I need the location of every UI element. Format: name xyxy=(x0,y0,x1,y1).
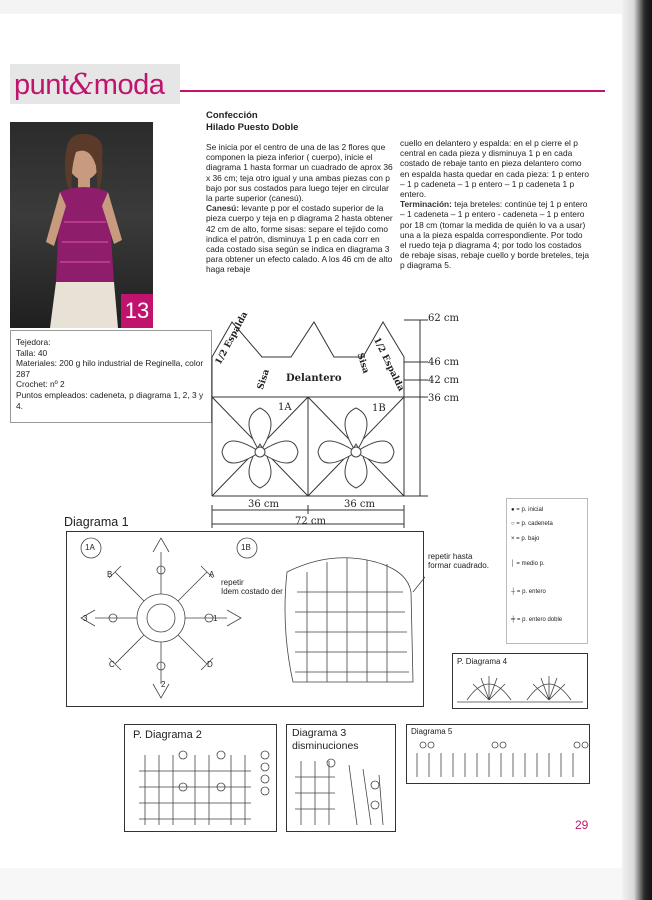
sisa-right-label: Sisa xyxy=(354,352,371,375)
left-strap-label: 1/2 Espalda xyxy=(214,310,251,367)
finish-label: Terminación: xyxy=(400,199,452,210)
point-3: 3 xyxy=(83,614,88,623)
diagram2-title: P. Diagrama 2 xyxy=(133,729,202,741)
height-36: 36 cm xyxy=(428,393,459,404)
front-label: Delantero xyxy=(286,373,342,384)
paragraph-neck: cuello en delantero y espalda: en el p cierre el p central en cada pieza y disminuya 1 p en cada costado de rebaje tanto en pieza delantero como en espalda hasta quedar en cada pieza: 1 p entero – 1 p cadeneta – 1 p entero – 1 p cadeneta 1 p entero. xyxy=(400,138,590,200)
diagram1-title: Diagrama 1 xyxy=(64,515,129,529)
point-a: A xyxy=(209,570,215,579)
canesu-text: levante p por el costado superior de la pieza cuerpo y teja en p diagrama 2 hasta obtener 42 cm de alto, forme sisas: separe el tejido como indica el patrón, disminuya 1 p en cada corr en cada costado sisa según se indica en diagrama 3 para obtener un efecto calado. A los 46 cm de alto haga rebaje xyxy=(206,203,393,275)
diagram5-box xyxy=(406,724,590,784)
diagram2-box xyxy=(124,724,277,832)
brand-right: moda xyxy=(93,69,165,101)
diagram1-chart xyxy=(67,532,425,708)
legend-bajo: × = p. bajo xyxy=(511,536,540,542)
knitter-label: Tejedora: xyxy=(16,337,51,347)
crochet-text: Crochet: nº 2 xyxy=(16,379,65,390)
height-46: 46 cm xyxy=(428,357,459,368)
size-text: Talla: 40 xyxy=(16,347,48,358)
materials-text: Materiales: 200 g hilo industrial de Reginella, color 287 xyxy=(16,358,204,379)
legend-entero: ┼ = p. entero xyxy=(511,589,546,595)
diagram3-subtitle: disminuciones xyxy=(292,740,359,752)
width-36-left: 36 cm xyxy=(248,499,279,510)
canesu-label: Canesú: xyxy=(206,203,240,214)
diagram3-title: Diagrama 3 xyxy=(292,727,347,739)
legend-medio: │ = medio p. xyxy=(511,561,545,567)
point-2: 2 xyxy=(161,680,166,689)
symbol-legend xyxy=(506,498,588,644)
pattern-number-badge: 13 xyxy=(121,294,153,328)
brand-left: punt xyxy=(14,69,69,101)
article-title: Confección xyxy=(206,110,258,121)
diagram2-chart xyxy=(125,725,278,833)
repeat-side-note: repetir Idem costado der xyxy=(221,578,283,596)
diagram4-box xyxy=(452,653,588,709)
diagram3-box xyxy=(286,724,396,832)
tag-1b: 1B xyxy=(241,543,251,552)
section-1a: 1A xyxy=(278,402,292,413)
right-strap-label: 1/2 Espalda xyxy=(371,336,406,394)
point-b: B xyxy=(107,570,113,579)
tag-1a: 1A xyxy=(85,543,95,552)
point-1: 1 xyxy=(213,614,218,623)
sisa-label: Sisa xyxy=(256,368,272,392)
width-72: 72 cm xyxy=(295,516,326,527)
diagram1-box xyxy=(66,531,424,707)
brand-amp: & xyxy=(68,67,94,101)
stitches-text: Puntos empleados: cadeneta, p diagrama 1, 2, 3 y 4. xyxy=(16,389,204,411)
finish-text: teja breteles: continúe tej 1 p entero – 1 cadeneta – 1 p entero - cadeneta – 1 p entero por 18 cm (tomar la medida de quién lo va a usar) una a la pieza espalda correspondiente. Por todo el ruedo teja p diagrama 4; por todo los costados de rebaje sisas, rebaje cuello y borde breteles, teja p diagrama 5. xyxy=(400,199,590,271)
repeat-square-note: repetir hasta formar cuadrado. xyxy=(428,552,489,570)
paragraph-intro: Se inicia por el centro de una de las 2 flores que componen la pieza inferior ( cuerpo), inicie el diagrama 1 hasta formar un cuadrado de aprox 36 x 36 cm; teja otro igual y una ambas piezas con p bajo por sus costados para luego tejer en circular la parte superior (canesú). xyxy=(206,142,393,204)
section-1b: 1B xyxy=(372,403,386,414)
width-36-right: 36 cm xyxy=(344,499,375,510)
diagram4-title: P. Diagrama 4 xyxy=(457,657,508,666)
legend-inicial: ● = p. inicial xyxy=(511,507,544,513)
legend-cadeneta: ○ = p. cadeneta xyxy=(511,521,553,527)
legend-entero-doble: ╪ = p. entero doble xyxy=(511,617,563,623)
point-d: D xyxy=(207,660,213,669)
height-42: 42 cm xyxy=(428,375,459,386)
diagram5-title: Diagrama 5 xyxy=(411,727,453,736)
point-c: C xyxy=(109,660,115,669)
height-62: 62 cm xyxy=(428,313,459,324)
page-number: 29 xyxy=(575,818,589,832)
article-subtitle: Hilado Puesto Doble xyxy=(206,121,299,133)
